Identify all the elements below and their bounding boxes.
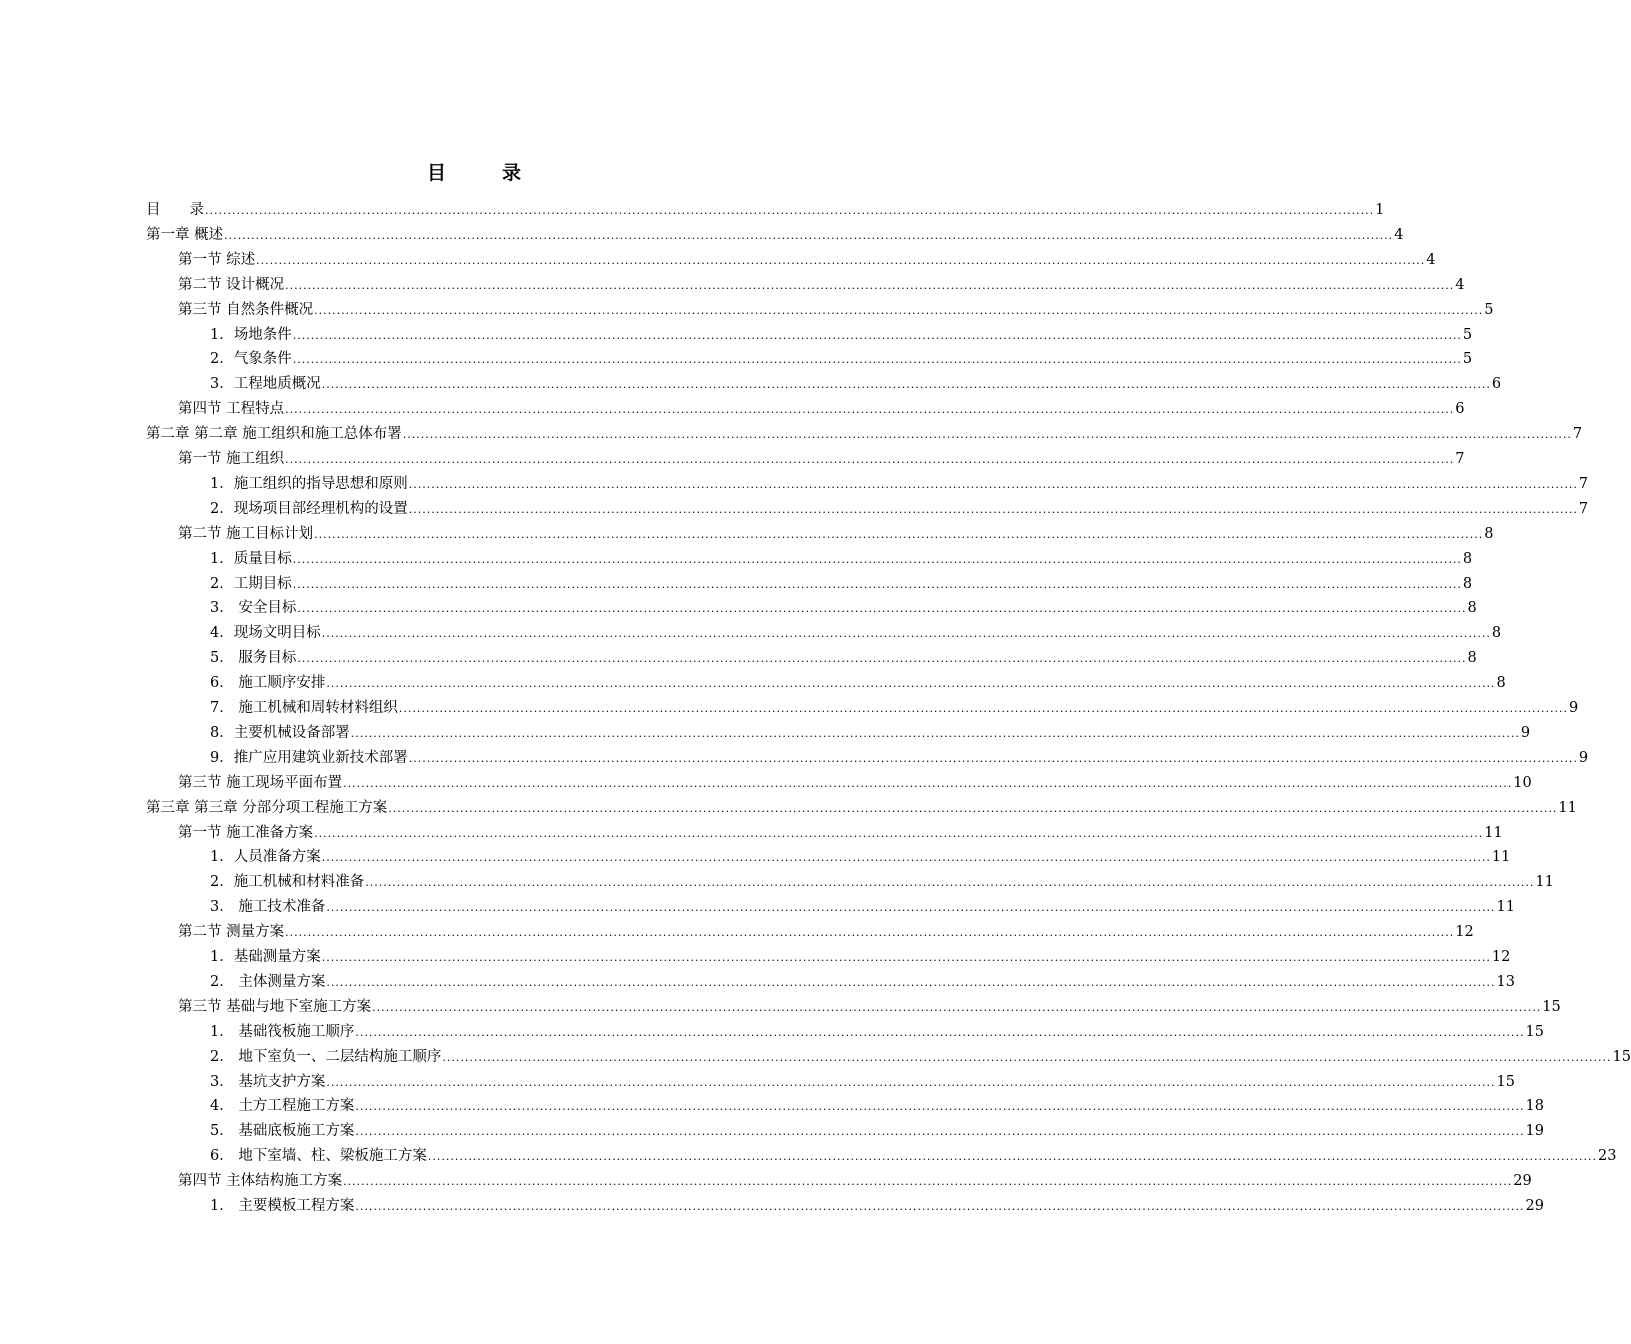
toc-entry[interactable] [178, 771, 1532, 795]
toc-entry[interactable] [146, 223, 1404, 247]
toc-leader-dots: .................................................................................................................................................................................................................................................................... [292, 552, 1462, 566]
toc-leader-dots: .................................................................................................................................................................................................................................................................... [314, 527, 1484, 541]
toc-entry-page: 11 [1535, 874, 1554, 891]
toc-entry[interactable] [210, 572, 1473, 596]
toc-entry[interactable] [210, 696, 1579, 720]
toc-entry[interactable] [178, 447, 1465, 471]
toc-entry[interactable] [210, 323, 1473, 347]
toc-entry-label: 2． 主体测量方案 [210, 973, 326, 990]
toc-entry[interactable] [210, 721, 1531, 745]
toc-entry[interactable] [178, 522, 1494, 546]
toc-entry-page: 8 [1491, 625, 1502, 642]
toc-entry[interactable] [146, 422, 1583, 446]
toc-entry[interactable] [210, 372, 1502, 396]
toc-leader-dots: .................................................................................................................................................................................................................................................................... [343, 1175, 1513, 1189]
toc-entry-page: 8 [1462, 550, 1473, 567]
toc-entry-page: 7 [1578, 500, 1589, 517]
toc-entry[interactable] [210, 547, 1473, 571]
toc-entry-page: 7 [1455, 451, 1465, 467]
toc-entry-label: 5． 服务目标 [210, 650, 297, 667]
toc-leader-dots: .................................................................................................................................................................................................................................................................... [388, 801, 1558, 815]
toc-entry-label: 第一节 施工组织 [178, 451, 285, 467]
toc-entry-label: 第二章 第二章 施工组织和施工总体布署 [146, 426, 402, 443]
toc-entry[interactable] [210, 596, 1477, 620]
toc-entry-page: 29 [1525, 1198, 1544, 1214]
toc-leader-dots: .................................................................................................................................................................................................................................................................... [326, 1075, 1496, 1089]
toc-entry-page: 4 [1455, 276, 1465, 293]
toc-leader-dots: .................................................................................................................................................................................................................................................................... [205, 204, 1375, 217]
toc-entry-page: 15 [1525, 1023, 1544, 1040]
toc-entry-label: 6． 地下室墙、柱、梁板施工方案 [210, 1148, 427, 1165]
toc-entry[interactable] [210, 347, 1473, 371]
toc-entry-label: 2．现场项目部经理机构的设置 [210, 500, 408, 517]
toc-leader-dots: .................................................................................................................................................................................................................................................................... [408, 502, 1578, 516]
toc-leader-dots: .................................................................................................................................................................................................................................................................... [408, 477, 1578, 491]
toc-entry-label: 2． 地下室负一、二层结构施工顺序 [210, 1048, 442, 1065]
toc-leader-dots: .................................................................................................................................................................................................................................................................... [372, 1000, 1542, 1014]
toc-leader-dots: .................................................................................................................................................................................................................................................................... [402, 428, 1572, 442]
toc-leader-dots: .................................................................................................................................................................................................................................................................... [326, 975, 1496, 989]
toc-entry-page: 12 [1491, 949, 1511, 965]
toc-leader-dots: .................................................................................................................................................................................................................................................................... [321, 627, 1491, 641]
toc-entry-page: 6 [1491, 376, 1502, 393]
toc-leader-dots: .................................................................................................................................................................................................................................................................... [297, 602, 1467, 616]
toc-entry-page: 8 [1484, 525, 1494, 542]
toc-entry-label: 第二节 测量方案 [178, 924, 285, 941]
toc-entry[interactable] [210, 970, 1515, 994]
toc-entry-page: 29 [1513, 1173, 1532, 1190]
toc-title-char-2: 录 [502, 162, 524, 184]
toc-leader-dots: .................................................................................................................................................................................................................................................................... [297, 652, 1467, 666]
toc-entry[interactable] [210, 895, 1515, 919]
toc-entry-page: 11 [1496, 899, 1515, 916]
toc-leader-dots: .................................................................................................................................................................................................................................................................... [285, 453, 1455, 466]
toc-entry[interactable] [178, 397, 1465, 421]
toc-entry-page: 11 [1491, 849, 1511, 866]
toc-title-char-1: 目 [426, 162, 448, 184]
toc-entry[interactable] [210, 746, 1589, 770]
toc-entry-label: 1．基础测量方案 [210, 949, 321, 965]
toc-entry-page: 8 [1467, 600, 1477, 617]
toc-entry-label: 4． 土方工程施工方案 [210, 1098, 355, 1115]
toc-entry[interactable] [178, 1169, 1532, 1193]
toc-entry[interactable] [210, 472, 1589, 496]
toc-entry-label: 1． 主要模板工程方案 [210, 1198, 355, 1214]
toc-entry-page: 11 [1484, 824, 1503, 841]
toc-entry-page: 23 [1597, 1148, 1617, 1165]
toc-entry-label: 第一节 施工准备方案 [178, 824, 314, 841]
toc-leader-dots: .................................................................................................................................................................................................................................................................... [314, 826, 1484, 840]
toc-leader-dots: .................................................................................................................................................................................................................................................................... [321, 378, 1491, 392]
toc-leader-dots: .................................................................................................................................................................................................................................................................... [285, 403, 1455, 417]
toc-leader-dots: .................................................................................................................................................................................................................................................................... [321, 951, 1491, 964]
toc-leader-dots: .................................................................................................................................................................................................................................................................... [224, 228, 1394, 242]
toc-entry-page: 5 [1462, 351, 1473, 368]
toc-entry[interactable] [210, 1094, 1544, 1118]
toc-entry-label: 1． 基础筏板施工顺序 [210, 1023, 355, 1040]
toc-leader-dots: .................................................................................................................................................................................................................................................................... [285, 278, 1455, 292]
toc-entry-label: 第一节 综述 [178, 251, 256, 268]
toc-leader-dots: .................................................................................................................................................................................................................................................................... [350, 726, 1520, 740]
toc-entry-page: 13 [1496, 973, 1515, 990]
toc-entry-label: 2．施工机械和材料准备 [210, 874, 365, 891]
toc-leader-dots: .................................................................................................................................................................................................................................................................... [314, 303, 1484, 317]
toc-entry-page: 18 [1525, 1098, 1544, 1115]
toc-leader-dots: .................................................................................................................................................................................................................................................................... [326, 901, 1496, 915]
toc-entry-page: 1 [1375, 202, 1385, 218]
toc-entry-page: 19 [1525, 1123, 1544, 1140]
toc-entry[interactable] [210, 945, 1511, 969]
toc-entry-label: 3． 安全目标 [210, 600, 297, 617]
toc-entry[interactable] [210, 1119, 1544, 1143]
toc-entry-page: 9 [1520, 724, 1531, 741]
toc-entry-page: 5 [1462, 326, 1473, 343]
toc-entry-label: 3． 施工技术准备 [210, 899, 326, 916]
toc-entry-page: 8 [1467, 650, 1477, 667]
toc-entry-page: 9 [1578, 749, 1589, 766]
toc-entry-page: 7 [1578, 475, 1589, 492]
toc-entry[interactable] [178, 995, 1561, 1019]
toc-entry-page: 5 [1484, 301, 1494, 318]
toc-entry-label: 第三节 基础与地下室施工方案 [178, 998, 372, 1015]
toc-entry-label: 1．人员准备方案 [210, 849, 321, 866]
toc-leader-dots: .................................................................................................................................................................................................................................................................... [355, 1125, 1525, 1139]
toc-entry[interactable] [210, 870, 1554, 894]
toc-entry-label: 1．场地条件 [210, 326, 292, 343]
toc-leader-dots: .................................................................................................................................................................................................................................................................... [292, 353, 1462, 367]
toc-entry-label: 第二节 施工目标计划 [178, 525, 314, 542]
toc-leader-dots: .................................................................................................................................................................................................................................................................... [292, 328, 1462, 342]
toc-entry-label: 第二节 设计概况 [178, 276, 285, 293]
toc-entry-label: 9．推广应用建筑业新技术部署 [210, 749, 408, 766]
toc-entry-page: 11 [1558, 799, 1577, 816]
toc-entry[interactable] [210, 497, 1589, 521]
toc-entry-label: 3．工程地质概况 [210, 376, 321, 393]
toc-entry[interactable] [210, 1144, 1617, 1168]
toc-leader-dots: .................................................................................................................................................................................................................................................................... [408, 751, 1578, 765]
toc-entry[interactable] [210, 646, 1477, 670]
toc-leader-dots: .................................................................................................................................................................................................................................................................... [285, 926, 1455, 940]
toc-entry-label: 3． 基坑支护方案 [210, 1073, 326, 1090]
toc-entry-label: 1．质量目标 [210, 550, 292, 567]
toc-entry-label: 5． 基础底板施工方案 [210, 1123, 355, 1140]
toc-entry-page: 4 [1426, 251, 1436, 268]
toc-entry[interactable] [210, 1020, 1544, 1044]
toc-entry-page: 15 [1612, 1048, 1631, 1065]
toc-entry-page: 9 [1568, 700, 1579, 716]
toc-leader-dots: .................................................................................................................................................................................................................................................................... [355, 1100, 1525, 1114]
toc-leader-dots: .................................................................................................................................................................................................................................................................... [326, 677, 1496, 691]
toc-leader-dots: .................................................................................................................................................................................................................................................................... [355, 1025, 1525, 1039]
toc-entry[interactable] [178, 821, 1503, 845]
toc-entry[interactable] [210, 671, 1506, 695]
toc-entry-label: 4．现场文明目标 [210, 625, 321, 642]
toc-entry-label: 第四节 主体结构施工方案 [178, 1173, 343, 1190]
toc-entry-label: 目 录 [146, 202, 204, 218]
toc-entry-page: 15 [1542, 998, 1561, 1015]
toc-entry-page: 6 [1455, 401, 1465, 418]
toc-leader-dots: .................................................................................................................................................................................................................................................................... [321, 851, 1491, 865]
toc-leader-dots: .................................................................................................................................................................................................................................................................... [292, 577, 1462, 591]
toc-entry-page: 7 [1572, 426, 1583, 443]
toc-leader-dots: .................................................................................................................................................................................................................................................................... [343, 776, 1513, 790]
toc-entry-label: 第三节 自然条件概况 [178, 301, 314, 318]
toc-entry[interactable] [178, 920, 1474, 944]
toc-leader-dots: .................................................................................................................................................................................................................................................................... [427, 1150, 1597, 1164]
toc-entry-page: 4 [1394, 226, 1404, 243]
toc-entry[interactable] [210, 1070, 1515, 1094]
toc-entry-page: 8 [1462, 575, 1473, 592]
toc-entry-page: 10 [1513, 774, 1532, 791]
toc-entry-label: 6． 施工顺序安排 [210, 675, 326, 692]
toc-entry-label: 1．施工组织的指导思想和原则 [210, 475, 408, 492]
toc-leader-dots: .................................................................................................................................................................................................................................................................... [355, 1200, 1525, 1213]
toc-entry[interactable] [178, 298, 1494, 322]
toc-entry[interactable] [210, 845, 1511, 869]
toc-entry-label: 2．气象条件 [210, 351, 292, 368]
toc-title [0, 158, 950, 185]
toc-entry-page: 15 [1496, 1073, 1515, 1090]
toc-entry[interactable] [146, 198, 1385, 222]
toc-entry-label: 第一章 概述 [146, 226, 224, 243]
toc-leader-dots: .................................................................................................................................................................................................................................................................... [442, 1050, 1612, 1064]
toc-entry-page: 12 [1455, 924, 1474, 941]
toc-entry-label: 第四节 工程特点 [178, 401, 285, 418]
toc-entry-label: 7． 施工机械和周转材料组织 [210, 700, 398, 716]
toc-leader-dots: .................................................................................................................................................................................................................................................................... [256, 253, 1426, 267]
toc-entry-label: 第三节 施工现场平面布置 [178, 774, 343, 791]
toc-entry[interactable] [178, 248, 1436, 272]
toc-entry-label: 2．工期目标 [210, 575, 292, 592]
toc-leader-dots: .................................................................................................................................................................................................................................................................... [365, 876, 1535, 890]
toc-entry[interactable] [210, 1045, 1631, 1069]
toc-entry[interactable] [178, 273, 1465, 297]
toc-entry-label: 8．主要机械设备部署 [210, 724, 350, 741]
toc-leader-dots: .................................................................................................................................................................................................................................................................... [398, 702, 1568, 715]
toc-entry-page: 8 [1496, 675, 1506, 692]
toc-entry[interactable] [210, 621, 1502, 645]
toc-entry[interactable] [210, 1194, 1544, 1218]
toc-entry-label: 第三章 第三章 分部分项工程施工方案 [146, 799, 388, 816]
toc-entry[interactable] [146, 796, 1577, 820]
